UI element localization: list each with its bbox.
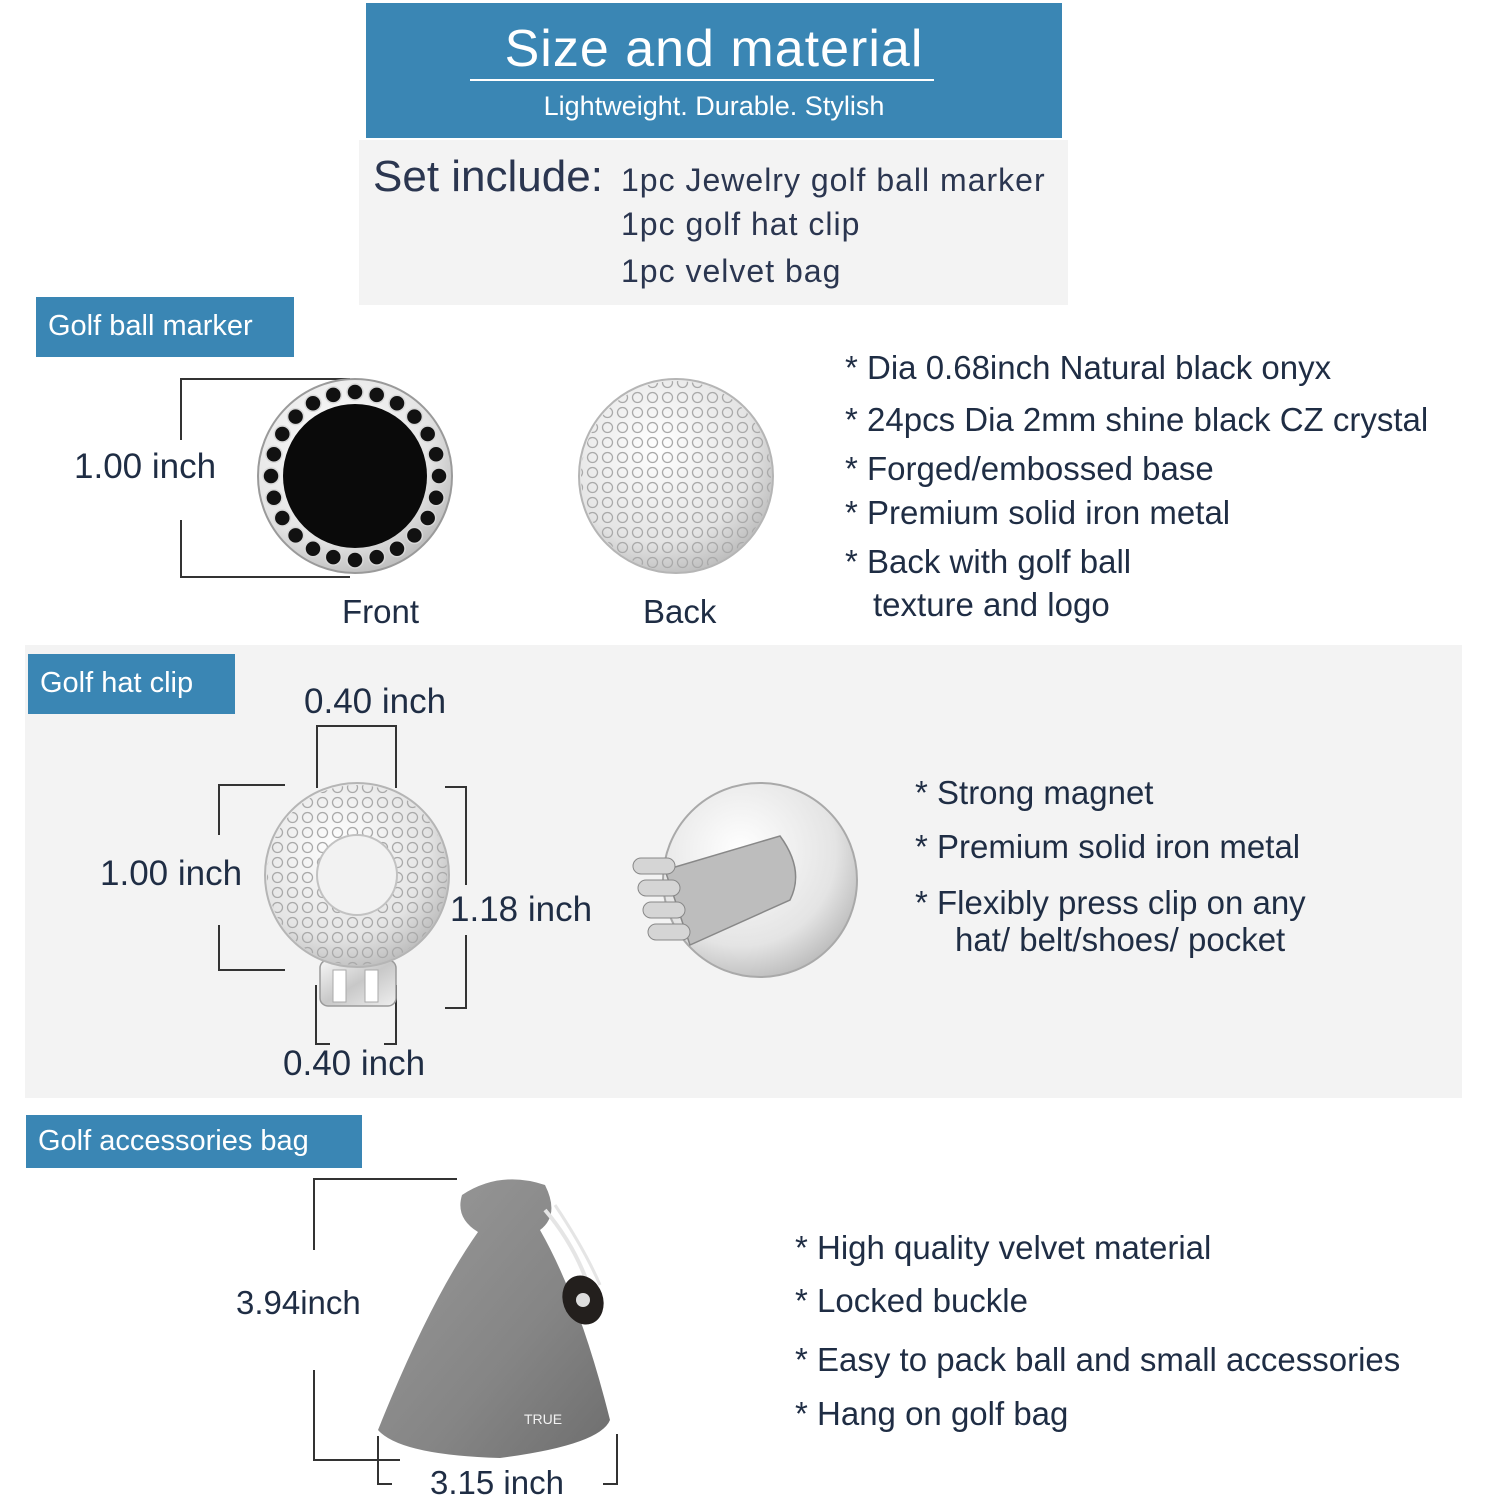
bag-height-label: 3.94inch (236, 1284, 361, 1321)
set-include-label: Set include: (373, 152, 603, 201)
crystal-stone (389, 395, 405, 411)
set-include-item: 1pc velvet bag (621, 253, 842, 289)
set-include-item: 1pc golf hat clip (621, 206, 861, 242)
ball-marker-tag: Golf ball marker (36, 297, 294, 357)
crystal-stone (428, 490, 444, 506)
hat-clip-tag: Golf hat clip (28, 654, 235, 714)
hat-clip-side-image (633, 783, 857, 977)
bag-feature: * Locked buckle (795, 1282, 1028, 1319)
crystal-stone (420, 510, 436, 526)
hat-clip-front-image (265, 783, 449, 1006)
crystal-stone (305, 395, 321, 411)
hat-clip-feature: * Strong magnet (915, 774, 1154, 811)
hat-clip-bottom-width-label: 0.40 inch (283, 1044, 426, 1083)
crystal-stone (389, 541, 405, 557)
hat-clip-height-label: 1.18 inch (450, 890, 593, 929)
crystal-stone (288, 409, 304, 425)
velvet-bag-image (378, 1179, 610, 1458)
ball-marker-diameter-label: 1.00 inch (74, 447, 217, 486)
back-caption: Back (643, 593, 717, 630)
hat-clip-feature: * Premium solid iron metal (915, 828, 1301, 865)
crystal-stone (420, 426, 436, 442)
crystal-stone (406, 409, 422, 425)
ball-marker-feature: * Back with golf ball (845, 543, 1132, 580)
crystal-stone (347, 384, 363, 400)
bag-feature: * Hang on golf bag (795, 1395, 1069, 1432)
marker-front-image (258, 379, 452, 573)
crystal-stone (305, 541, 321, 557)
crystal-stone (274, 510, 290, 526)
hat-clip-diameter-label: 1.00 inch (100, 854, 243, 893)
crystal-stone (431, 468, 447, 484)
crystal-stone (347, 552, 363, 568)
hat-clip-feature: * Flexibly press clip on any (915, 884, 1306, 921)
bag-logo: TRUE (523, 1411, 563, 1427)
bag-tag: Golf accessories bag (26, 1115, 362, 1168)
marker-back-image (579, 379, 773, 573)
set-include-item: 1pc Jewelry golf ball marker (621, 162, 1046, 198)
hat-clip-feature: hat/ belt/shoes/ pocket (955, 921, 1286, 958)
hat-clip-top-width-label: 0.40 inch (304, 682, 447, 721)
crystal-stone (369, 387, 385, 403)
crystal-stone (369, 549, 385, 565)
crystal-stone (274, 426, 290, 442)
page-title: Size and material (504, 20, 924, 78)
crystal-stone (428, 446, 444, 462)
bag-feature: * High quality velvet material (795, 1229, 1212, 1266)
front-caption: Front (342, 593, 420, 630)
crystal-stone (288, 527, 304, 543)
ball-marker-feature: * Premium solid iron metal (845, 494, 1231, 531)
bag-width-label: 3.15 inch (430, 1464, 564, 1501)
bag-feature: * Easy to pack ball and small accessories (795, 1341, 1401, 1378)
crystal-stone (266, 490, 282, 506)
ball-marker-feature: * Forged/embossed base (845, 450, 1214, 487)
page-subtitle: Lightweight. Durable. Stylish (543, 91, 885, 121)
crystal-stone (325, 387, 341, 403)
crystal-stone (266, 446, 282, 462)
crystal-stone (406, 527, 422, 543)
crystal-stone (263, 468, 279, 484)
ball-marker-feature: * 24pcs Dia 2mm shine black CZ crystal (845, 401, 1429, 438)
crystal-stone (325, 549, 341, 565)
ball-marker-feature: texture and logo (873, 586, 1110, 623)
ball-marker-feature: * Dia 0.68inch Natural black onyx (845, 349, 1332, 386)
